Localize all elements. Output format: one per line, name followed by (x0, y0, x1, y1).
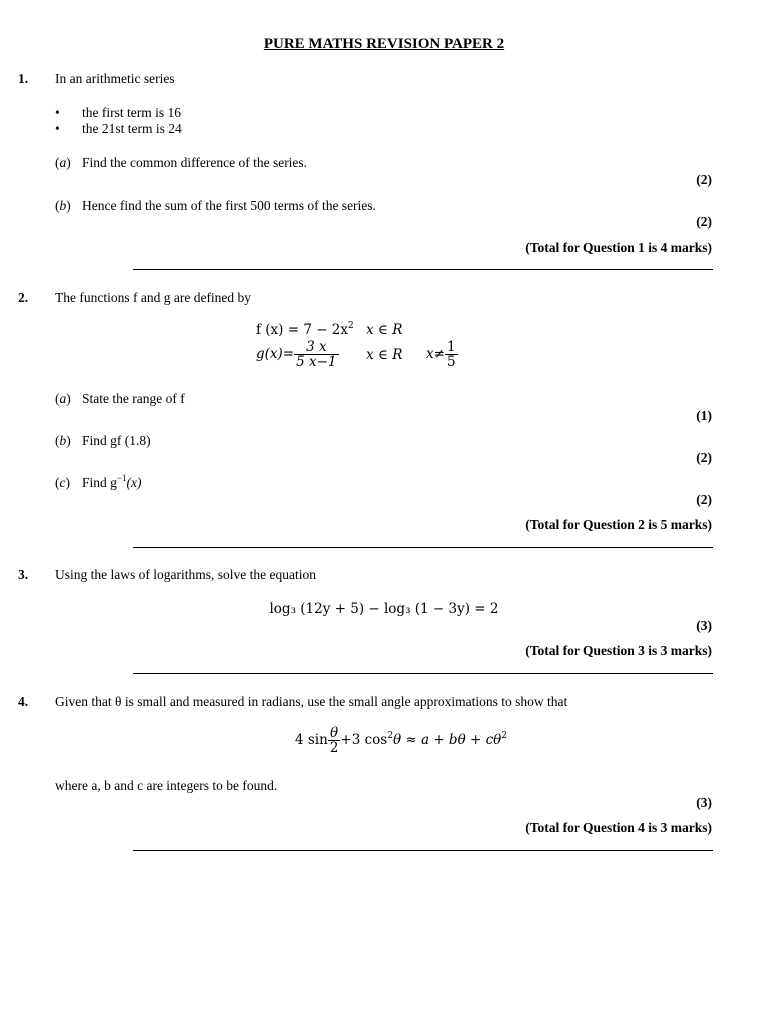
bullet-icon: • (55, 121, 60, 136)
question-1a-label: (a) (55, 155, 71, 170)
question-2c-label: (c) (55, 475, 70, 490)
question-4-number: 4. (18, 694, 29, 709)
question-2b-marks: (2) (696, 450, 712, 465)
question-3-number: 3. (18, 567, 29, 582)
question-1-number: 1. (18, 71, 29, 86)
question-1a-text: Find the common difference of the series. (82, 155, 308, 170)
question-1-total: (Total for Question 1 is 4 marks) (525, 240, 712, 255)
question-2c-text: Find $g^{-1}(x)$ (82, 473, 142, 490)
question-2a-text: State the range of f (82, 391, 185, 406)
divider (133, 269, 713, 270)
question-3-intro: Using the laws of logarithms, solve the equation (55, 567, 316, 582)
question-2b-label: (b) (55, 433, 71, 448)
g-condition: x≠ $\frac{1}{5}$ (426, 339, 456, 371)
question-2-number: 2. (18, 290, 29, 305)
question-2c-marks: (2) (696, 492, 712, 507)
question-4-outro: where a, b and c are integers to be found. (55, 778, 278, 793)
question-1a-marks: (2) (696, 172, 712, 187)
log-equation: log₃ (12y + 5) − log₃ (1 − 3y) = 2 (269, 601, 499, 617)
question-2a-label: (a) (55, 391, 71, 406)
question-1-bullet-1: the first term is 16 (82, 105, 181, 120)
question-2-total: (Total for Question 2 is 5 marks) (525, 517, 712, 532)
question-3-total: (Total for Question 3 is 3 marks) (525, 643, 712, 658)
small-angle-equation: 4 sin $\frac{\theta}{2}$ +3 $\cos^2\theta \approx a + b\theta + c\theta^2$ (295, 725, 508, 757)
g-domain: x ∈ R (366, 347, 403, 363)
divider (133, 850, 713, 851)
f-domain: x ∈ R (366, 322, 403, 338)
question-1-bullet-2: the 21st term is 24 (82, 121, 182, 136)
question-2a-marks: (1) (696, 408, 712, 423)
question-1b-marks: (2) (696, 214, 712, 229)
g-definition: g(x)= $\frac{3 x}{5 x-1}$ (256, 339, 337, 371)
page-title: PURE MATHS REVISION PAPER 2 (263, 36, 505, 52)
question-4-marks: (3) (696, 795, 712, 810)
f-definition: f $(x) = 7 - 2x^2$ (256, 321, 354, 338)
divider (133, 673, 713, 674)
question-1-intro: In an arithmetic series (55, 71, 175, 86)
bullet-icon: • (55, 105, 60, 120)
question-2-intro: The functions f and g are defined by (55, 290, 252, 305)
question-2b-text: Find gf (1.8) (82, 433, 151, 448)
divider (133, 547, 713, 548)
question-1b-text: Hence find the sum of the first 500 terms of the series. (82, 198, 376, 213)
question-4-total: (Total for Question 4 is 3 marks) (525, 820, 712, 835)
question-4-intro: Given that θ is small and measured in radians, use the small angle approximations to show that (55, 694, 568, 709)
question-1b-label: (b) (55, 198, 71, 213)
question-3-marks: (3) (696, 618, 712, 633)
